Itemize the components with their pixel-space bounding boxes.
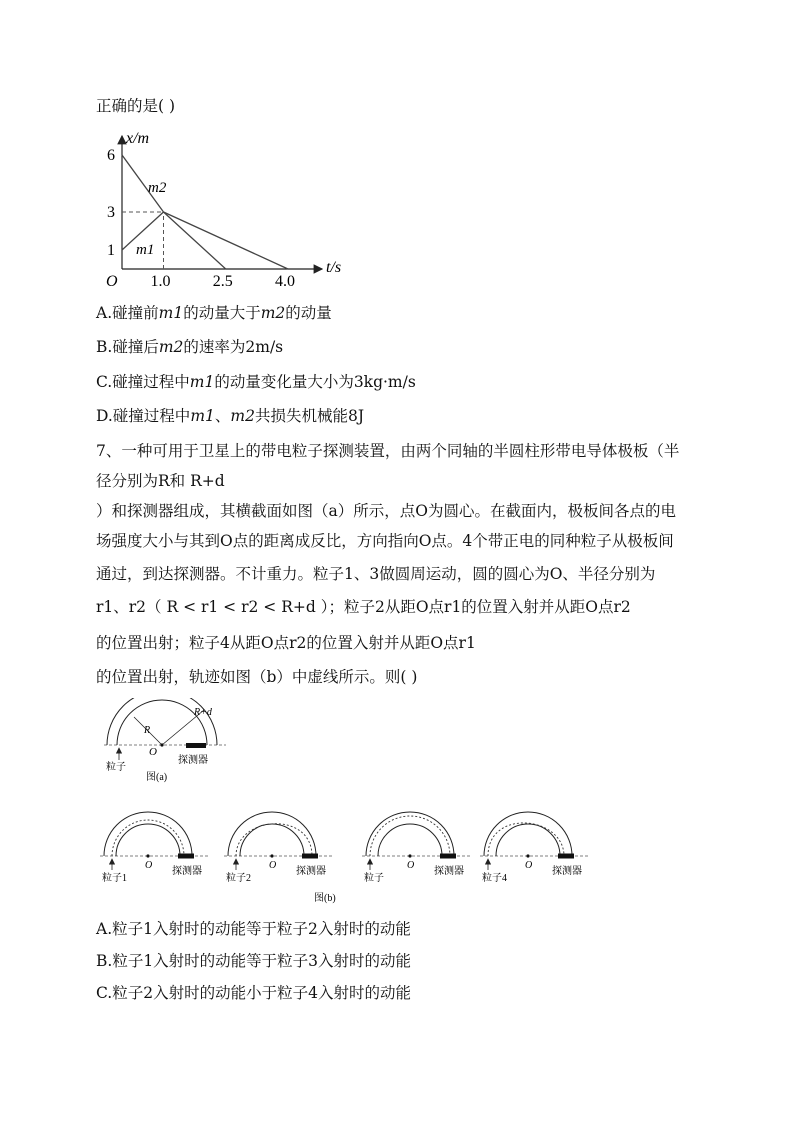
trajectory-1: [112, 820, 184, 856]
x-tick-label: 2.5: [212, 273, 233, 290]
y-tick-label: 3: [107, 204, 115, 221]
fig-b-panel-1: [100, 812, 210, 884]
x-tick-label: 1.0: [150, 273, 171, 290]
fig-b-detector-label: 探测器: [172, 866, 202, 877]
fig-b-O-label: O: [525, 860, 533, 871]
q7-line-5: 通过，到达探测器。不计重力。粒子1、3做圆周运动，圆的圆心为O、半径分别为: [96, 565, 656, 583]
y-tick-label: 6: [107, 147, 115, 164]
fig-b-detector-label: 探测器: [296, 866, 326, 877]
q7-option-c: C.粒子2入射时的动能小于粒子4入射时的动能: [96, 984, 411, 1002]
fig-a-particle-label: 粒子: [106, 762, 126, 773]
series-line-2: [164, 212, 226, 269]
fig-b-panel-4: [480, 812, 590, 884]
detector-block: [440, 854, 456, 859]
x-axis-label: t/s: [326, 259, 342, 276]
q7-line-4: 场强度大小与其到O点的距离成反比，方向指向O点。4个带正电的同种粒子从极板间: [96, 532, 674, 550]
detector-block: [302, 854, 318, 859]
y-axis-label: x/m: [126, 130, 150, 147]
q7-line-8: 的位置出射，轨迹如图（b）中虚线所示。则( ): [96, 668, 418, 686]
x-tick-label: 4.0: [275, 273, 295, 290]
fig-b-particle-label: 粒子: [364, 873, 384, 884]
fig-a-Rd-label: R+d: [194, 707, 212, 718]
fig-b-particle-label: 粒子1: [102, 873, 127, 884]
q7-line-2: 径分别为R和 R+d: [96, 472, 225, 490]
fig-b-panel-2: [224, 812, 334, 884]
fig-b-detector-label: 探测器: [552, 866, 582, 877]
figure-b: [100, 806, 590, 906]
m2-label: m2: [148, 180, 167, 196]
fig-b-particle-label: 粒子4: [482, 873, 507, 884]
series-line-3: [164, 212, 289, 269]
figure-a: [100, 698, 230, 790]
fig-a-caption: 图(a): [146, 772, 168, 783]
q7-option-a: A.粒子1入射时的动能等于粒子2入射时的动能: [96, 920, 411, 938]
q6-option-b: B.碰撞后m2的速率为2m/s: [96, 338, 284, 356]
fig-b-detector-label: 探测器: [434, 866, 464, 877]
q6-option-a: A.碰撞前m1的动量大于m2的动量: [96, 304, 332, 322]
trajectory-2: [236, 824, 312, 856]
fig-b-O-label: O: [269, 860, 277, 871]
q7-line-6: r1、r2（ R < r1 < r2 < R+d ）；粒子2从距O点r1的位置入射并从距O点r2: [96, 598, 631, 616]
fig-b-panel-3: [362, 812, 472, 884]
q7-line-1: 7、一种可用于卫星上的带电粒子探测装置，由两个同轴的半圆柱形带电导体极板（半: [96, 442, 680, 460]
q6-option-d: D.碰撞过程中m1、m2共损失机械能8J: [96, 407, 365, 425]
q6-option-c: C.碰撞过程中m1的动量变化量大小为3kg·m/s: [96, 373, 416, 391]
fig-a-detector-label: 探测器: [178, 755, 208, 766]
question-6-stem: 正确的是( ): [96, 97, 176, 115]
fig-b-particle-label: 粒子2: [226, 873, 251, 884]
fig-a-O-label: O: [149, 746, 157, 758]
q7-line-7: 的位置出射；粒子4从距O点r2的位置入射并从距O点r1: [96, 634, 476, 652]
fig-a-R-label: R: [144, 725, 151, 736]
xt-graph: [96, 128, 356, 294]
fig-b-O-label: O: [407, 860, 415, 871]
detector-block: [558, 854, 574, 859]
q7-option-b: B.粒子1入射时的动能等于粒子3入射时的动能: [96, 952, 412, 970]
fig-b-caption: 图(b): [314, 893, 336, 904]
origin-label: O: [106, 273, 118, 290]
fig-b-O-label: O: [145, 860, 153, 871]
trajectory-4: [488, 823, 564, 856]
detector-block: [178, 854, 194, 859]
y-tick-label: 1: [107, 242, 115, 259]
q7-line-3: ）和探测器组成，其横截面如图（a）所示，点O为圆心。在截面内，极板间各点的电: [96, 502, 676, 520]
m1-label: m1: [136, 242, 155, 258]
